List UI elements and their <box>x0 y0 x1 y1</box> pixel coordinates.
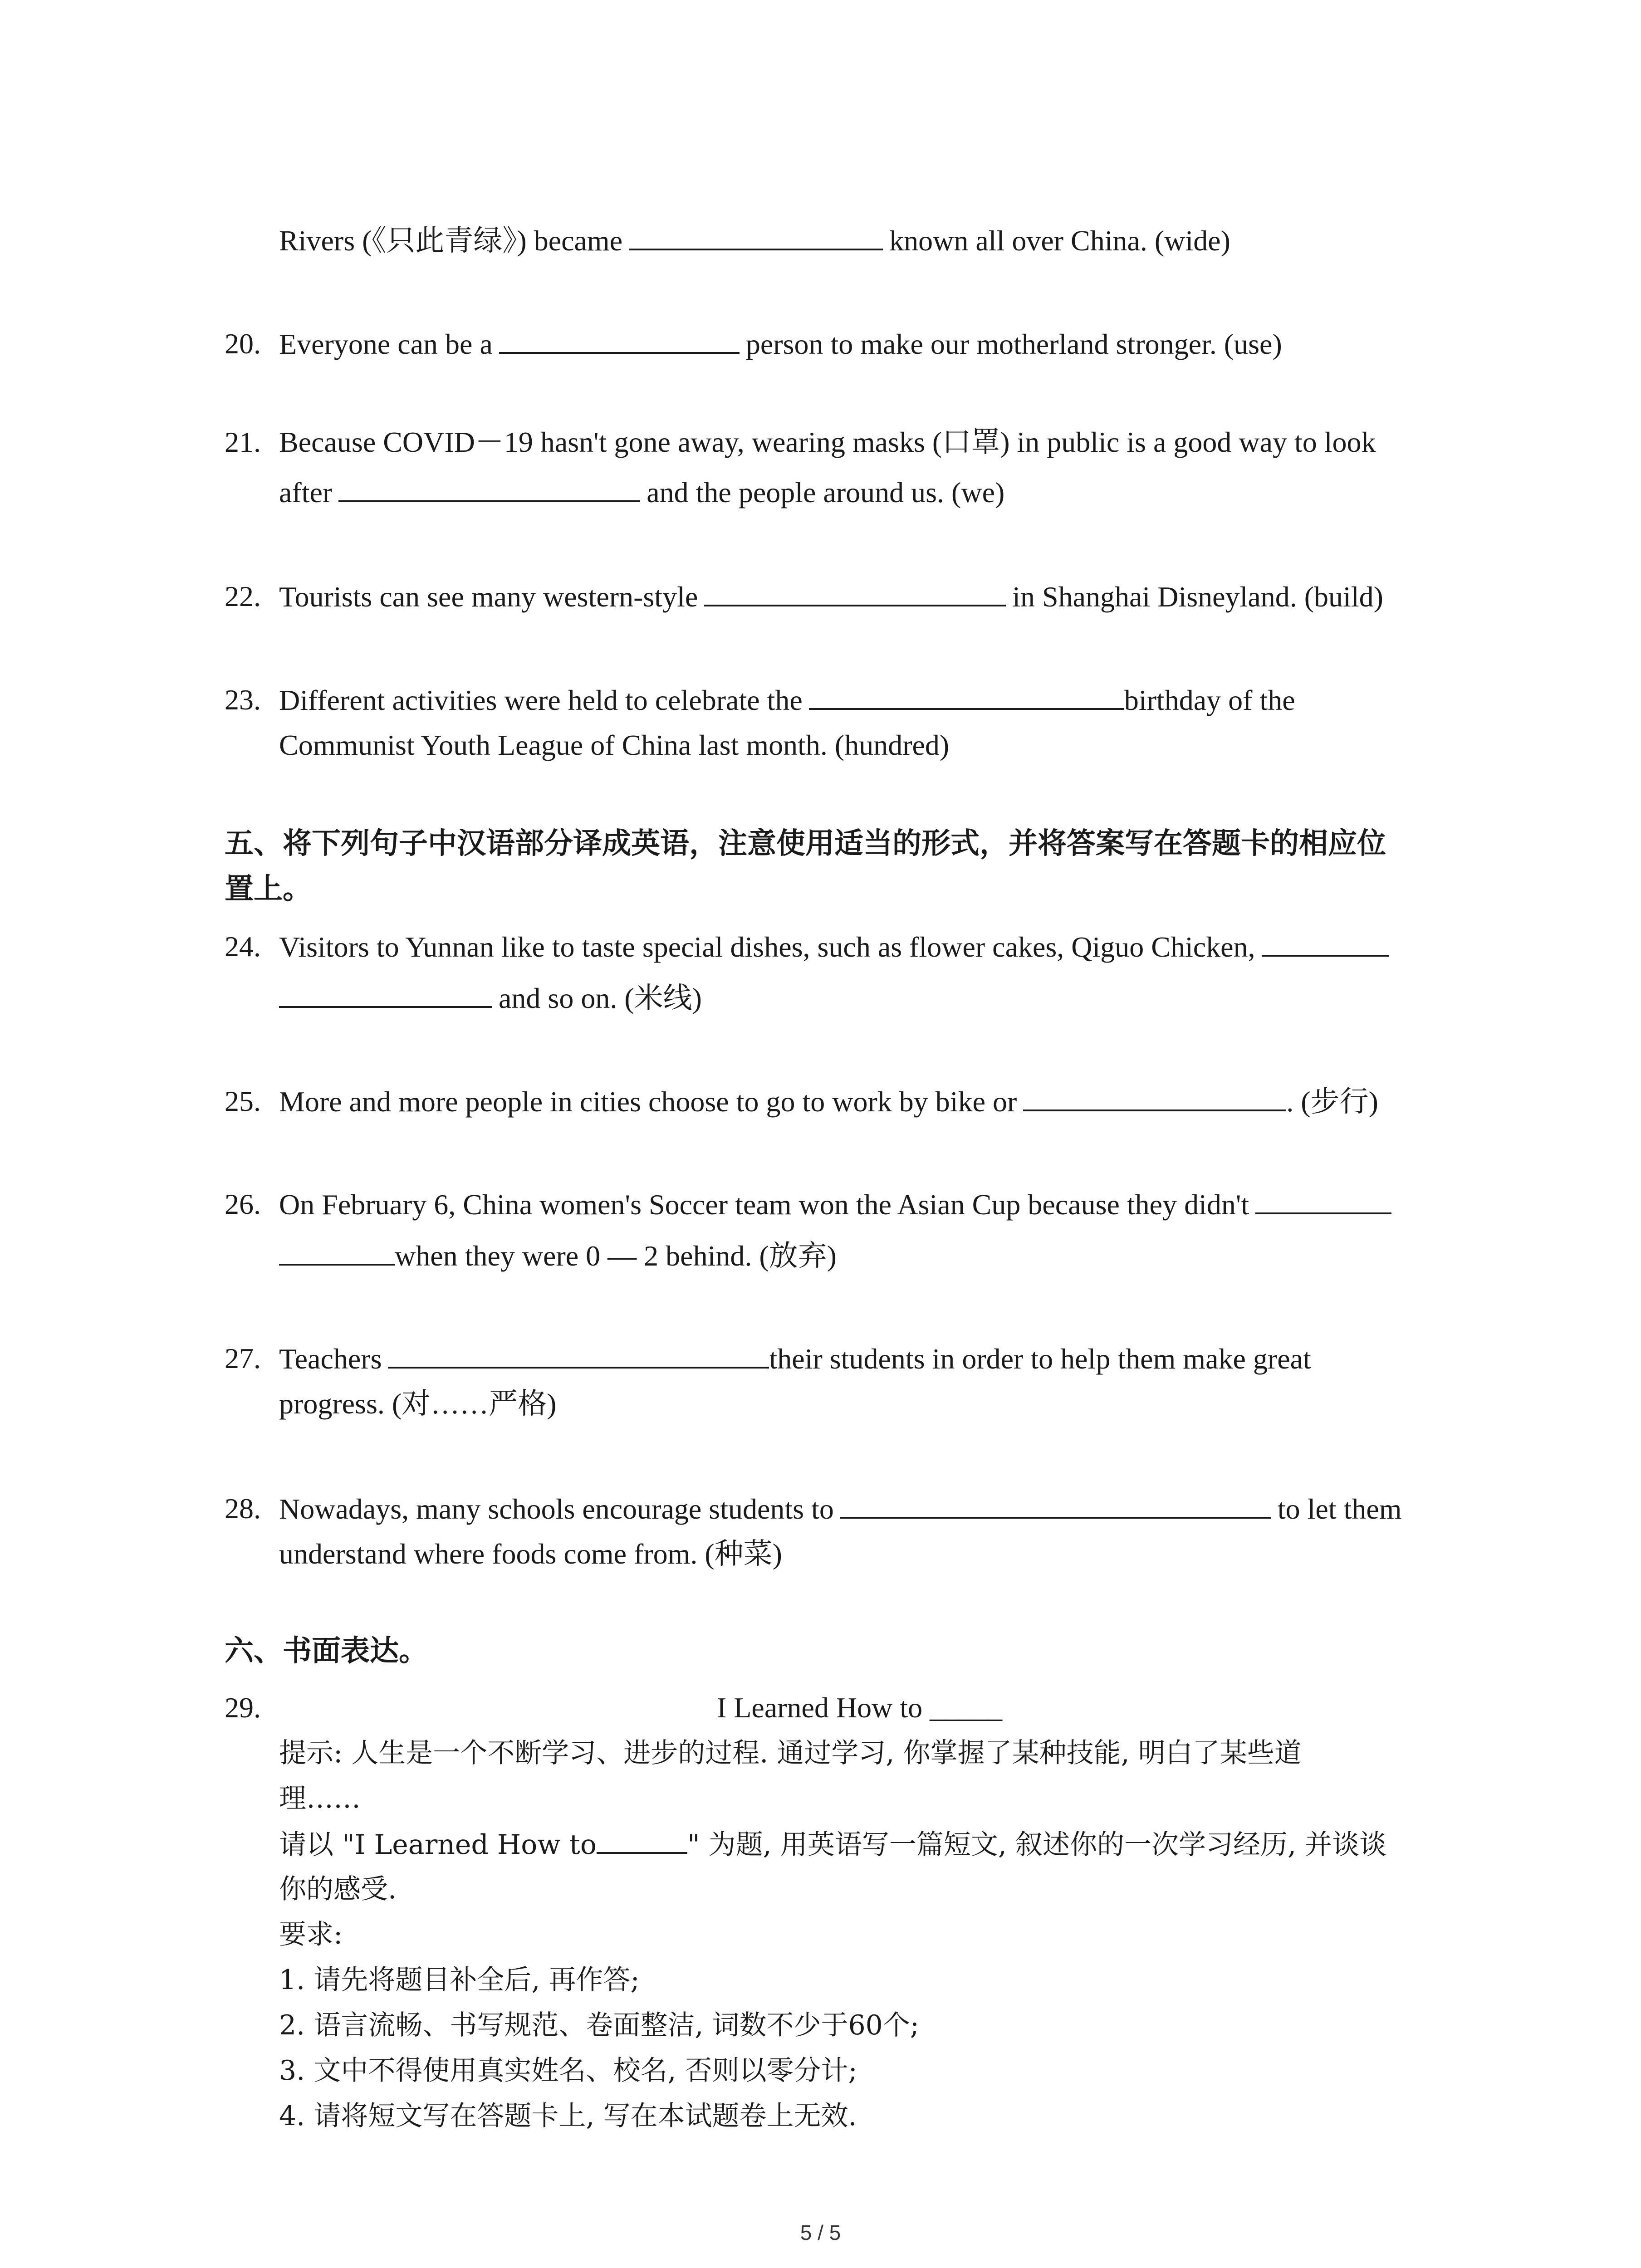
q20-text-after: person to make our motherland stronger. (use) <box>745 328 1282 360</box>
q25-number: 25. <box>225 1085 261 1117</box>
q23-line-1 <box>279 682 1295 719</box>
q29-hint-line2: 理…… <box>279 1783 361 1814</box>
q21-text-after: and the people around us. (we) <box>647 476 1005 508</box>
q26-line-2 <box>279 1237 837 1274</box>
q29-number: 29. <box>225 1691 261 1724</box>
q19-text-before: Rivers (《只此青绿》) became <box>279 225 623 257</box>
q22-text-before: Tourists can see many western-style <box>279 581 698 613</box>
q28-number: 28. <box>225 1492 261 1525</box>
q29-requirement-3: 3. 文中不得使用真实姓名、校名, 否则以零分计; <box>279 2055 857 2087</box>
q26-text-line1: On February 6, China women's Soccer team won the Asian Cup because they didn't <box>279 1188 1249 1221</box>
q20-answer-blank[interactable] <box>499 326 740 354</box>
q25-line <box>279 1083 1378 1120</box>
q21-line-2 <box>279 474 1004 511</box>
q24-line-1 <box>279 929 1389 965</box>
q23-text-after: birthday of the <box>1124 684 1295 716</box>
q26-answer-blank-b[interactable] <box>279 1237 395 1266</box>
q27-line-1 <box>279 1340 1311 1377</box>
q24-answer-blank-a[interactable] <box>1262 929 1389 957</box>
q29-prompt-before: 请以 "I Learned How to <box>279 1829 597 1861</box>
q29-prompt-line1 <box>279 1826 1386 1863</box>
q28-line-2: understand where foods come from. (种菜) <box>279 1538 782 1570</box>
q29-title-blank[interactable] <box>597 1826 687 1854</box>
q26-text-after: when they were 0 — 2 behind. (放弃) <box>395 1240 837 1272</box>
q20-number: 20. <box>225 327 261 360</box>
q28-text-after: to let them <box>1277 1493 1402 1525</box>
q20-text-before: Everyone can be a <box>279 328 493 360</box>
q20-line <box>279 326 1282 362</box>
q21-line-1: Because COVID－19 hasn't gone away, wearing masks (口罩) in public is a good way to look <box>279 426 1376 458</box>
q28-line-1 <box>279 1491 1402 1527</box>
q29-requirement-4: 4. 请将短文写在答题卡上, 写在本试题卷上无效. <box>279 2100 857 2132</box>
q25-text-before: More and more people in cities choose to go to work by bike or <box>279 1085 1017 1118</box>
q29-prompt-after: " 为题, 用英语写一篇短文, 叙述你的一次学习经历, 并谈谈 <box>687 1829 1387 1861</box>
q22-text-after: in Shanghai Disneyland. (build) <box>1012 581 1383 613</box>
q27-text-before: Teachers <box>279 1343 382 1375</box>
section5-heading-line1: 五、将下列句子中汉语部分译成英语，注意使用适当的形式，并将答案写在答题卡的相应位 <box>225 827 1386 860</box>
q22-answer-blank[interactable] <box>704 578 1006 606</box>
q21-text-before: after <box>279 476 333 508</box>
q24-answer-blank-b[interactable] <box>279 980 492 1008</box>
q29-hint-line1: 提示: 人生是一个不断学习、进步的过程. 通过学习, 你掌握了某种技能, 明白了某些道 <box>279 1737 1302 1769</box>
q22-line <box>279 578 1383 615</box>
q29-requirement-2: 2. 语言流畅、书写规范、卷面整洁, 词数不少于60个; <box>279 2009 920 2041</box>
q23-text-before: Different activities were held to celebrate the <box>279 684 803 716</box>
q24-line-2 <box>279 980 702 1017</box>
q19-answer-blank[interactable] <box>629 222 883 250</box>
q27-line-2: progress. (对……严格) <box>279 1388 557 1420</box>
q29-prompt-line2: 你的感受. <box>279 1873 397 1905</box>
q27-number: 27. <box>225 1342 261 1374</box>
section5-heading-line2: 置上。 <box>225 872 312 906</box>
q27-answer-blank[interactable] <box>388 1340 769 1369</box>
section6-heading: 六、书面表达。 <box>225 1634 428 1668</box>
q19-continuation <box>279 222 1230 259</box>
q24-number: 24. <box>225 930 261 963</box>
q28-text-before: Nowadays, many schools encourage students to <box>279 1493 834 1525</box>
q29-requirement-1: 1. 请先将题目补全后, 再作答; <box>279 1964 640 1996</box>
page-number: 5 / 5 <box>800 2221 841 2244</box>
q25-text-after: . (步行) <box>1286 1085 1378 1118</box>
q26-answer-blank-a[interactable] <box>1255 1186 1391 1214</box>
q26-line-1 <box>279 1186 1391 1223</box>
q24-text-line1: Visitors to Yunnan like to taste special dishes, such as flower cakes, Qiguo Chicken, <box>279 931 1255 963</box>
q25-answer-blank[interactable] <box>1023 1083 1286 1111</box>
q23-number: 23. <box>225 684 261 716</box>
q21-number: 21. <box>225 426 261 458</box>
q29-essay-title: I Learned How to _____ <box>717 1691 1003 1724</box>
q27-text-after: their students in order to help them make great <box>769 1343 1311 1375</box>
q21-answer-blank[interactable] <box>338 474 640 502</box>
q19-text-after: known all over China. (wide) <box>889 225 1230 257</box>
q23-answer-blank[interactable] <box>809 682 1124 710</box>
q26-number: 26. <box>225 1188 261 1220</box>
q24-text-after: and so on. (米线) <box>499 982 702 1014</box>
q28-answer-blank[interactable] <box>840 1491 1271 1519</box>
q23-line-2: Communist Youth League of China last month. (hundred) <box>279 729 950 761</box>
q29-requirements-label: 要求: <box>279 1919 343 1950</box>
q22-number: 22. <box>225 580 261 612</box>
